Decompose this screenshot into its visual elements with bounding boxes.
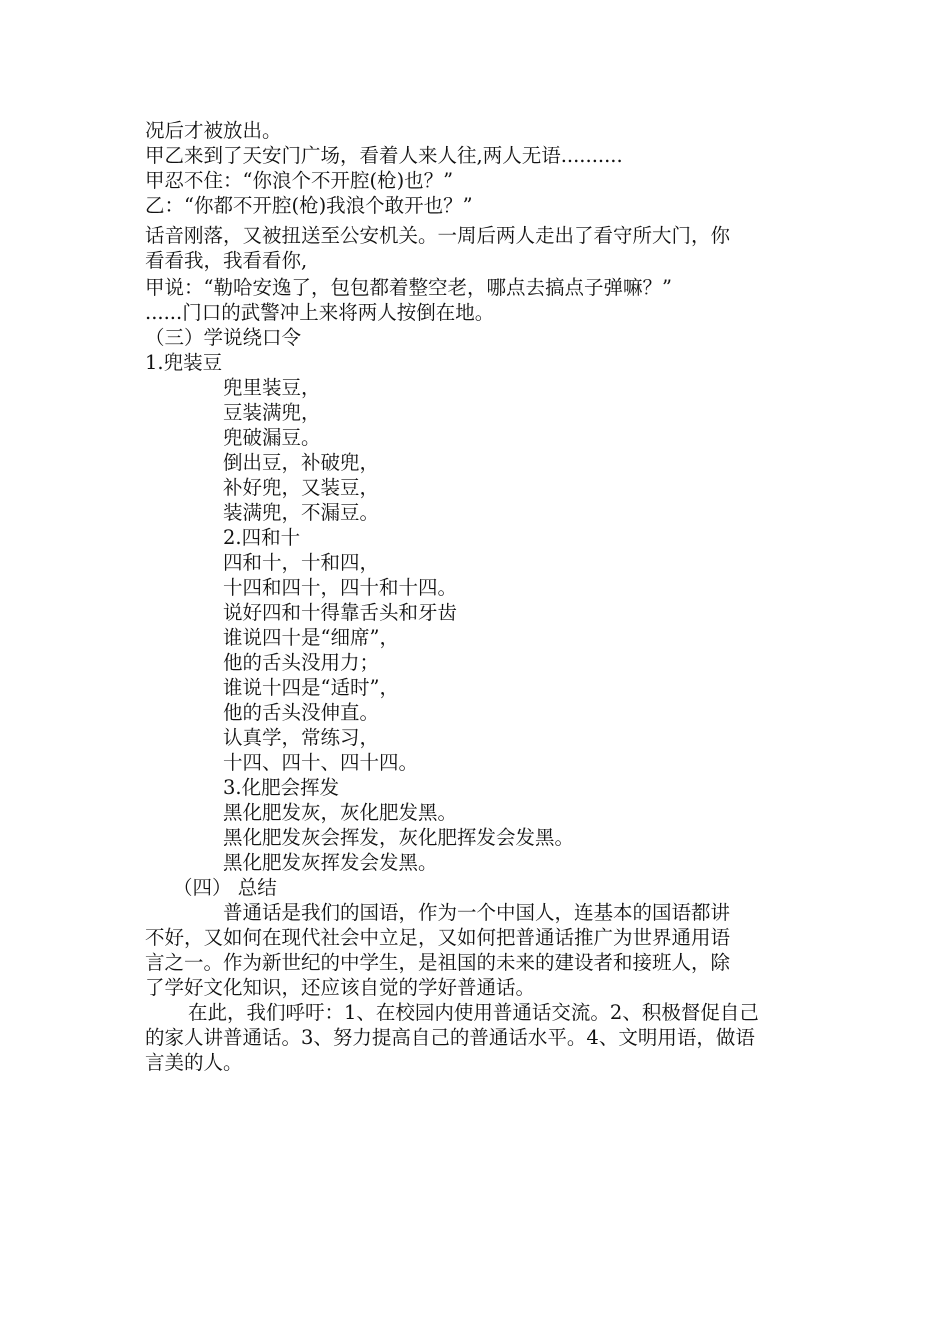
text-line: 甲乙来到了天安门广场，看着人来人往,两人无语.......... — [145, 144, 623, 167]
paragraph-line: 言美的人。 — [145, 1051, 243, 1074]
paragraph-line: 的家人讲普通话。3、努力提高自己的普通话水平。4、文明用语，做语 — [145, 1026, 755, 1049]
section-heading: （三）学说绕口令 — [145, 326, 302, 349]
text-line: 话音刚落，又被扭送至公安机关。一周后两人走出了看守所大门，你 — [145, 224, 731, 247]
verse-line: 倒出豆，补破兜， — [223, 451, 380, 474]
text-line: ......门口的武警冲上来将两人按倒在地。 — [145, 301, 495, 324]
verse-line: 补好兜，又装豆， — [223, 476, 380, 499]
subsection-heading: 3.化肥会挥发 — [223, 776, 340, 799]
text-line: 甲说：“勒哈安逸了，包包都着整空老，哪点去搞点子弹嘛？” — [145, 276, 672, 299]
verse-line: 兜破漏豆。 — [223, 426, 321, 449]
verse-line: 黑化肥发灰会挥发，灰化肥挥发会发黑。 — [223, 826, 575, 849]
paragraph-line: 了学好文化知识，还应该自觉的学好普通话。 — [145, 976, 536, 999]
verse-line: 装满兜，不漏豆。 — [223, 501, 380, 524]
verse-line: 认真学，常练习， — [223, 726, 380, 749]
verse-line: 四和十，十和四， — [223, 551, 380, 574]
verse-line: 黑化肥发灰挥发会发黑。 — [223, 851, 438, 874]
subsection-heading: 2.四和十 — [223, 526, 301, 549]
paragraph-line: 普通话是我们的国语，作为一个中国人，连基本的国语都讲 — [223, 901, 731, 924]
paragraph-line: 不好，又如何在现代社会中立足，又如何把普通话推广为世界通用语 — [145, 926, 731, 949]
verse-line: 十四和四十，四十和十四。 — [223, 576, 458, 599]
verse-line: 黑化肥发灰，灰化肥发黑。 — [223, 801, 458, 824]
verse-line: 他的舌头没伸直。 — [223, 701, 380, 724]
paragraph-line: 在此，我们呼吁：1、在校园内使用普通话交流。2、积极督促自己 — [188, 1001, 759, 1024]
text-line: 乙：“你都不开腔(枪)我浪个敢开也？” — [145, 194, 473, 217]
verse-line: 说好四和十得靠舌头和牙齿 — [223, 601, 458, 624]
text-line: 甲忍不住：“你浪个不开腔(枪)也？” — [145, 169, 454, 192]
paragraph-line: 言之一。作为新世纪的中学生，是祖国的未来的建设者和接班人，除 — [145, 951, 731, 974]
subsection-heading: 1.兜装豆 — [145, 351, 223, 374]
verse-line: 十四、四十、四十四。 — [223, 751, 419, 774]
text-line: 况后才被放出。 — [145, 119, 282, 142]
verse-line: 谁说十四是“适时”， — [223, 676, 399, 699]
section-heading: （四） 总结 — [173, 876, 277, 899]
verse-line: 兜里装豆， — [223, 376, 321, 399]
verse-line: 他的舌头没用力； — [223, 651, 380, 674]
verse-line: 谁说四十是“细席”， — [223, 626, 399, 649]
text-line: 看看我，我看看你, — [145, 249, 308, 272]
verse-line: 豆装满兜， — [223, 401, 321, 424]
